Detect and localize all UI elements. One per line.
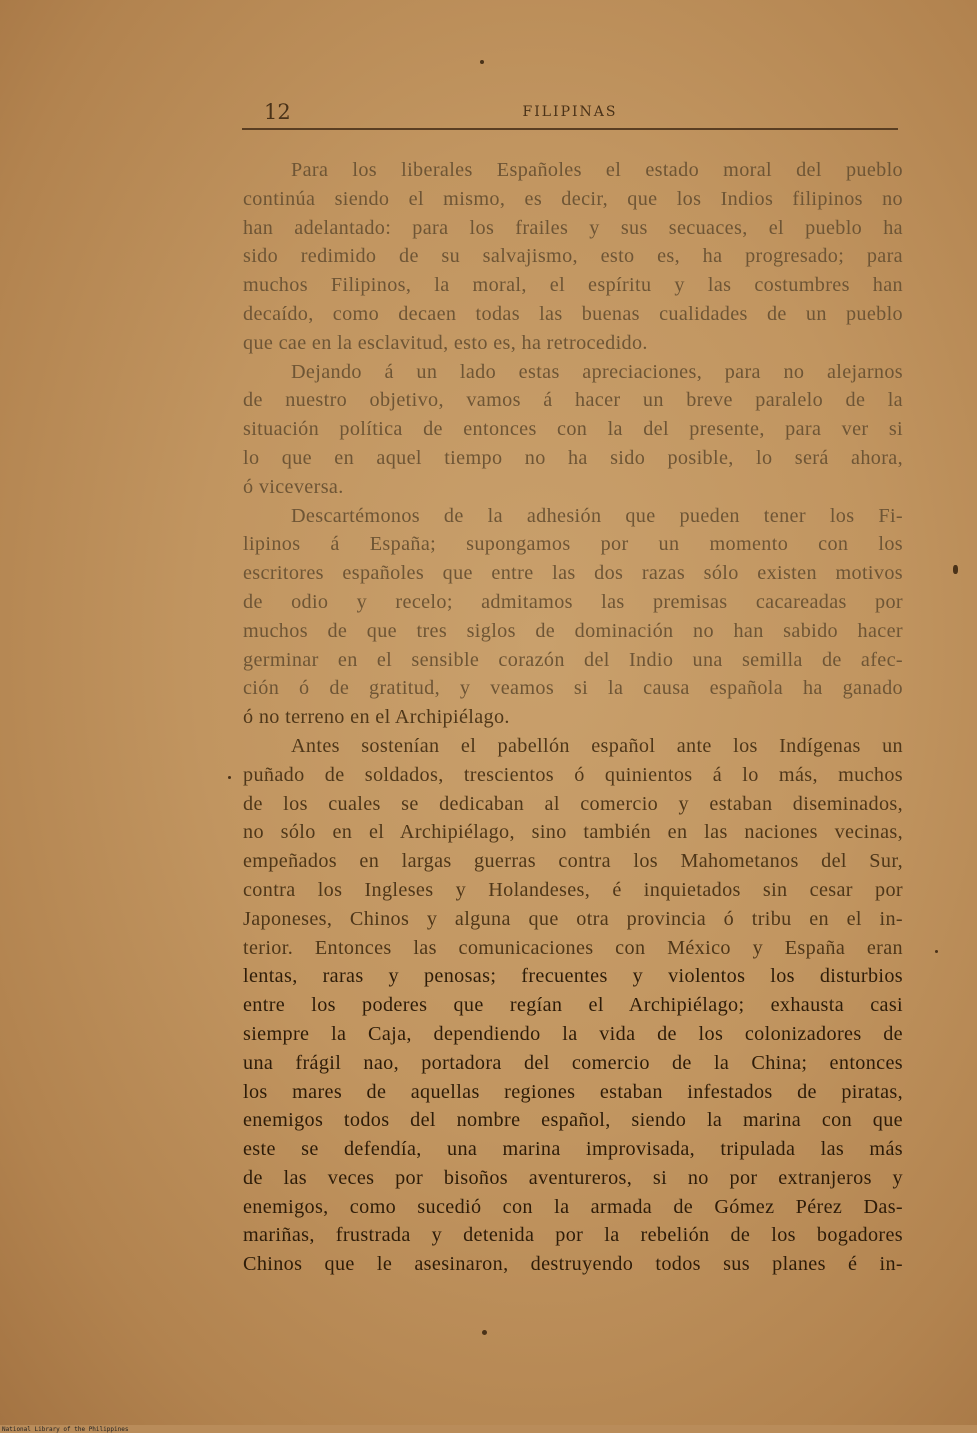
ink-speck xyxy=(228,776,231,779)
text-line: terior. Entonces las comunicaciones con México y España eran xyxy=(243,936,903,959)
text-line: una frágil nao, portadora del comercio de la China; entonces xyxy=(243,1051,903,1074)
library-credit: National Library of the Philippines xyxy=(2,1426,129,1433)
text-line: muchos Filipinos, la moral, el espíritu y las costumbres han xyxy=(243,274,903,297)
text-line: muchos de que tres siglos de dominación no han sabido hacer xyxy=(243,619,903,642)
text-line: han adelantado: para los frailes y sus secuaces, el pueblo ha xyxy=(243,216,903,239)
text-line: puñado de soldados, trescientos ó quinientos á lo más, muchos xyxy=(243,763,903,786)
text-line: continúa siendo el mismo, es decir, que los Indios filipinos no xyxy=(243,187,903,210)
text-line: siempre la Caja, dependiendo la vida de los colonizadores de xyxy=(243,1022,903,1045)
text-line: Descartémonos de la adhesión que pueden tener los Fi- xyxy=(291,504,903,527)
ink-speck xyxy=(935,950,938,953)
text-line: enemigos, como sucedió con la armada de Gómez Pérez Das- xyxy=(243,1195,903,1218)
text-line: lentas, raras y penosas; frecuentes y violentos los disturbios xyxy=(243,965,903,988)
ink-speck xyxy=(953,565,958,574)
text-line: enemigos todos del nombre español, siendo la marina con que xyxy=(243,1109,903,1132)
text-line: mariñas, frustrada y detenida por la rebelión de los bogadores xyxy=(243,1224,903,1247)
text-line: de las veces por bisoños aventureros, si no por extranjeros y xyxy=(243,1166,903,1189)
text-line: situación política de entonces con la del presente, para ver si xyxy=(243,418,903,441)
text-line: contra los Ingleses y Holandeses, é inquietados sin cesar por xyxy=(243,878,903,901)
running-title: FILIPINAS xyxy=(522,104,618,120)
body-text xyxy=(243,156,903,1279)
text-line: germinar en el sensible corazón del Indio una semilla de afec- xyxy=(243,648,903,671)
text-line: Chinos que le asesinaron, destruyendo todos sus planes é in- xyxy=(243,1253,903,1276)
text-line: Antes sostenían el pabellón español ante los Indígenas un xyxy=(291,734,903,757)
text-line: sido redimido de su salvajismo, esto es, ha progresado; para xyxy=(243,245,903,268)
text-line: lo que en aquel tiempo no ha sido posible, lo será ahora, xyxy=(243,446,903,469)
text-line: escritores españoles que entre las dos razas sólo existen motivos xyxy=(243,562,903,585)
text-line: de los cuales se dedicaban al comercio y estaban diseminados, xyxy=(243,792,903,815)
text-line: ción ó de gratitud, y veamos si la causa española ha ganado xyxy=(243,677,903,700)
text-line: los mares de aquellas regiones estaban infestados de piratas, xyxy=(243,1080,903,1103)
text-line: entre los poderes que regían el Archipiélago; exhausta casi xyxy=(243,994,903,1017)
text-line: de odio y recelo; admitamos las premisas cacareadas por xyxy=(243,590,903,613)
ink-speck xyxy=(482,1330,487,1335)
text-line: no sólo en el Archipiélago, sino también en las naciones vecinas, xyxy=(243,821,903,844)
text-line: lipinos á España; supongamos por un momento con los xyxy=(243,533,903,556)
text-line: que cae en la esclavitud, esto es, ha retrocedido. xyxy=(243,331,648,354)
page-number: 12 xyxy=(264,100,291,124)
text-line: Japoneses, Chinos y alguna que otra provincia ó tribu en el in- xyxy=(243,907,903,930)
ink-speck xyxy=(480,60,484,64)
text-line: Dejando á un lado estas apreciaciones, para no alejarnos xyxy=(291,360,903,383)
text-line: Para los liberales Españoles el estado moral del pueblo xyxy=(291,159,903,181)
text-line: decaído, como decaen todas las buenas cualidades de un pueblo xyxy=(243,302,903,325)
text-line: ó no terreno en el Archipiélago. xyxy=(243,706,510,729)
text-line: este se defendía, una marina improvisada, tripulada las más xyxy=(243,1138,903,1161)
page-header xyxy=(242,100,898,130)
text-line: empeñados en largas guerras contra los Mahometanos del Sur, xyxy=(243,850,903,873)
text-line: ó viceversa. xyxy=(243,475,344,498)
text-line: de nuestro objetivo, vamos á hacer un breve paralelo de la xyxy=(243,389,903,412)
